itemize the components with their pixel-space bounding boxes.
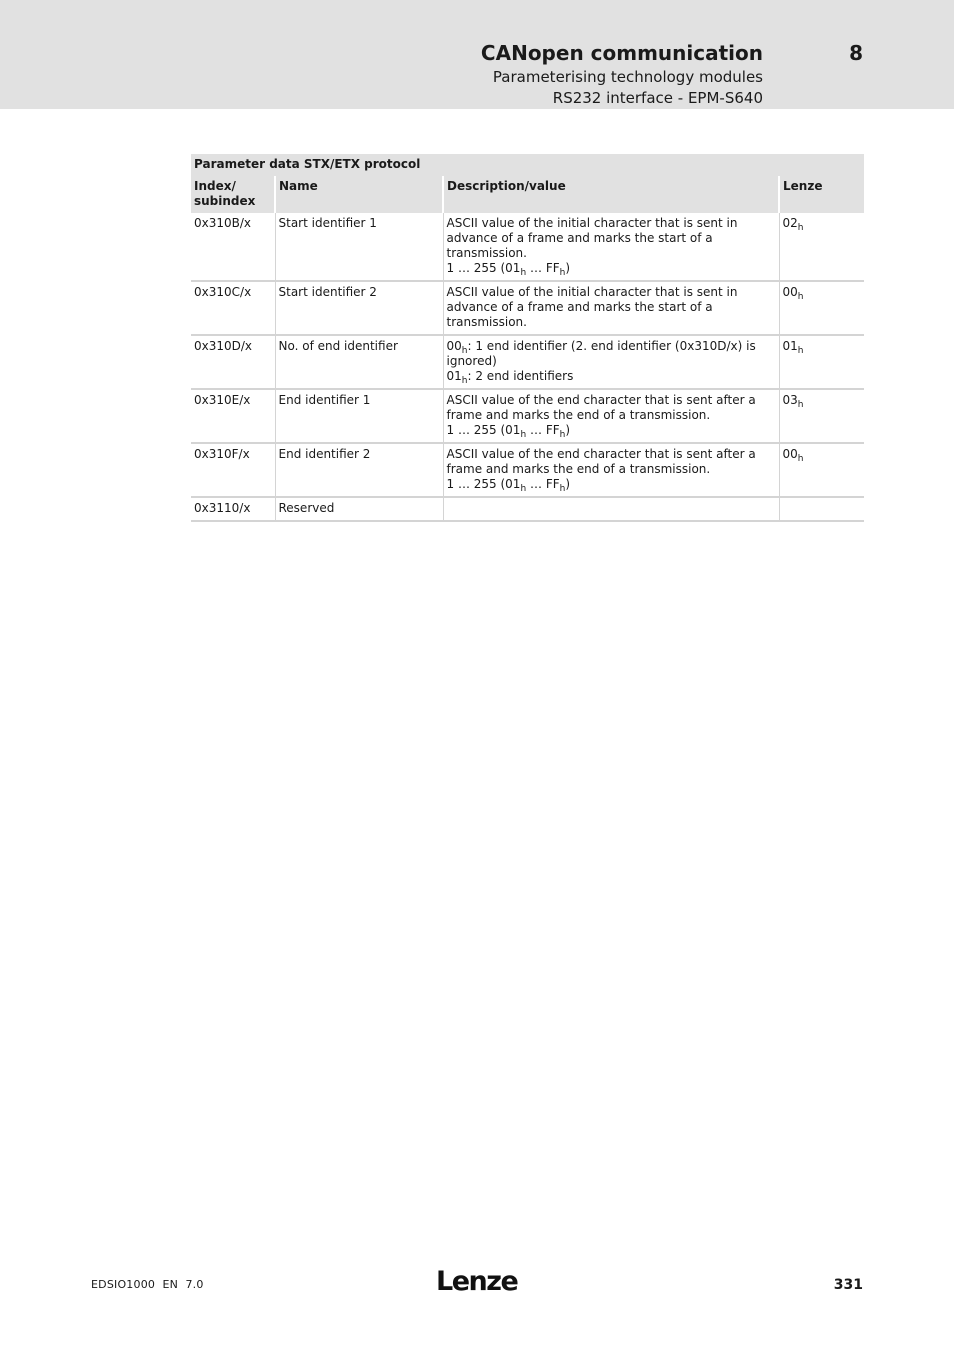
column-header-index-label: Index/ subindex	[194, 179, 256, 208]
table-row	[191, 335, 864, 389]
cell-name: Start identifier 2	[275, 281, 443, 335]
table-body	[191, 213, 864, 521]
header-band	[0, 0, 954, 109]
cell-description	[443, 281, 779, 335]
description-line: 1 … 255 ($01_h$ … $FF_h$)	[446, 261, 571, 278]
description-line: $01_h$: 2 end identifiers	[446, 369, 574, 386]
description-line: 1 … 255 ($01_h$ … $FF_h$)	[446, 477, 571, 494]
cell-description	[443, 335, 779, 389]
cell-index: 0x310E/x	[191, 389, 275, 443]
cell-name: No. of end identifier	[275, 335, 443, 389]
parameter-table	[191, 154, 864, 522]
cell-index: 0x310C/x	[191, 281, 275, 335]
cell-lenze: $02_h$	[779, 213, 864, 281]
table-row	[191, 281, 864, 335]
cell-lenze: $03_h$	[779, 389, 864, 443]
cell-index: 0x3110/x	[191, 497, 275, 521]
cell-description	[443, 443, 779, 497]
description-line: ASCII value of the end character that is sent after a frame and marks the end of a transmission.	[446, 393, 756, 422]
chapter-number: 8	[849, 41, 863, 65]
column-header-description: Description/value	[443, 176, 779, 213]
cell-index: 0x310B/x	[191, 213, 275, 281]
cell-lenze: $00_h$	[779, 443, 864, 497]
cell-name: Start identifier 1	[275, 213, 443, 281]
cell-lenze	[779, 497, 864, 521]
column-header-lenze: Lenze	[779, 176, 864, 213]
description-line: 1 … 255 ($01_h$ … $FF_h$)	[446, 423, 571, 440]
table-row	[191, 443, 864, 497]
cell-name: End identifier 2	[275, 443, 443, 497]
section-subtitle: Parameterising technology modules	[492, 68, 763, 86]
table-row	[191, 497, 864, 521]
cell-name: End identifier 1	[275, 389, 443, 443]
table-header-row	[191, 176, 864, 213]
description-line: $00_h$: 1 end identifier (2. end identifier (0x310D/x) is ignored)	[446, 339, 756, 368]
document-id: EDSIO1000 EN 7.0	[91, 1278, 204, 1291]
table-title: Parameter data STX/ETX protocol	[191, 154, 864, 176]
description-line: ASCII value of the initial character that is sent in advance of a frame and marks the start of a transmission.	[446, 285, 738, 329]
lenze-logo: Lenze	[436, 1266, 518, 1297]
cell-name: Reserved	[275, 497, 443, 521]
description-line: ASCII value of the end character that is sent after a frame and marks the end of a transmission.	[446, 447, 756, 476]
description-line: ASCII value of the initial character that is sent in advance of a frame and marks the start of a transmission.	[446, 216, 738, 260]
table-row	[191, 213, 864, 281]
cell-description	[443, 389, 779, 443]
column-header-name: Name	[275, 176, 443, 213]
column-header-index	[191, 176, 275, 213]
table-title-row	[191, 154, 864, 176]
page-number: 331	[833, 1277, 863, 1293]
cell-description	[443, 497, 779, 521]
chapter-title: CANopen communication	[480, 41, 763, 65]
cell-index: 0x310F/x	[191, 443, 275, 497]
cell-index: 0x310D/x	[191, 335, 275, 389]
subsection-subtitle: RS232 interface - EPM-S640	[552, 89, 763, 107]
cell-lenze: $01_h$	[779, 335, 864, 389]
cell-description	[443, 213, 779, 281]
cell-lenze: $00_h$	[779, 281, 864, 335]
table-row	[191, 389, 864, 443]
